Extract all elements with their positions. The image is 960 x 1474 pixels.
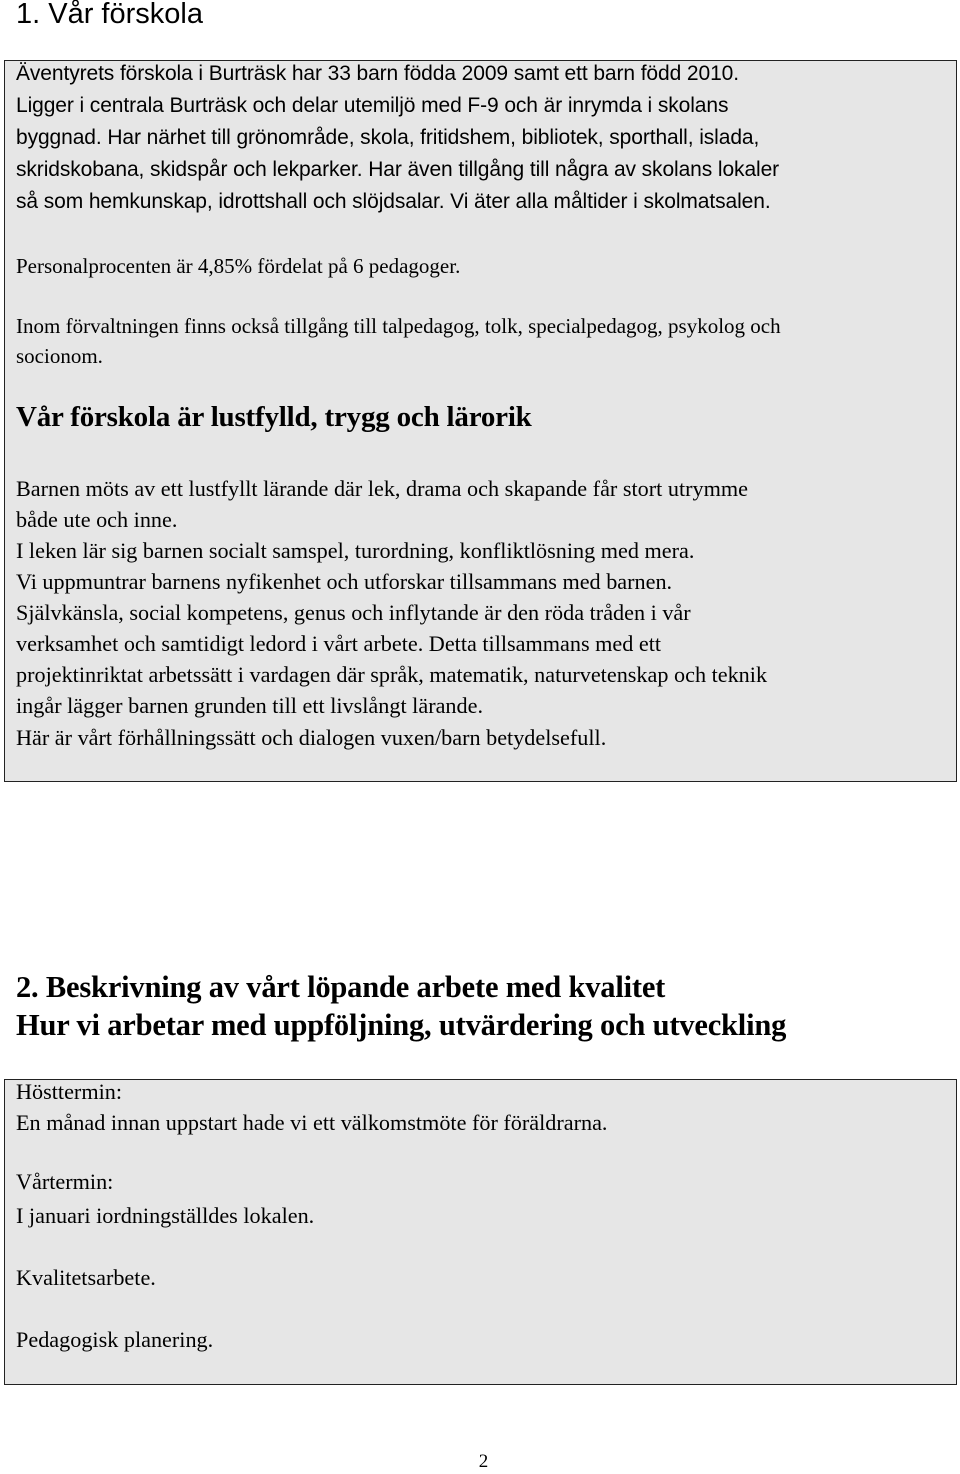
autumn-term-label: Hösttermin:: [16, 1079, 122, 1104]
intro-line: skridskobana, skidspår och lekparker. Har även tillgång till några av skolans lokaler: [16, 158, 780, 181]
intro-line: Ligger i centrala Burträsk och delar utemiljö med F-9 och är inrymda i skolans: [16, 94, 729, 117]
body-line: verksamhet och samtidigt ledord i vårt arbete. Detta tillsammans med ett: [16, 631, 662, 656]
access-line: Inom förvaltningen finns också tillgång till talpedagog, tolk, specialpedagog, psykolog och: [16, 314, 781, 338]
spring-term-text: I januari iordningställdes lokalen.: [16, 1203, 315, 1228]
spring-term-label: Vårtermin:: [16, 1169, 114, 1194]
section-2-title: 2. Beskrivning av vårt löpande arbete med kvalitet: [16, 970, 666, 1004]
body-line: Här är vårt förhållningssätt och dialogen vuxen/barn betydelsefull.: [16, 725, 607, 750]
section-2-subtitle: Hur vi arbetar med uppföljning, utvärdering och utveckling: [16, 1008, 787, 1042]
access-line: socionom.: [16, 344, 103, 368]
quality-work: Kvalitetsarbete.: [16, 1265, 156, 1290]
body-line: projektinriktat arbetssätt i vardagen där språk, matematik, naturvetenskap och teknik: [16, 662, 768, 687]
body-line: ingår lägger barnen grunden till ett livslångt lärande.: [16, 693, 484, 718]
staff-percentage: Personalprocenten är 4,85% fördelat på 6 pedagoger.: [16, 254, 461, 278]
section-1-title: 1. Vår förskola: [16, 0, 203, 30]
body-line: både ute och inne.: [16, 507, 178, 532]
pedagogical-planning: Pedagogisk planering.: [16, 1327, 214, 1352]
body-line: Vi uppmuntrar barnens nyfikenhet och utforskar tillsammans med barnen.: [16, 569, 673, 594]
body-line: I leken lär sig barnen socialt samspel, turordning, konfliktlösning med mera.: [16, 538, 695, 563]
intro-line: byggnad. Har närhet till grönområde, skola, fritidshem, bibliotek, sporthall, islada,: [16, 126, 760, 149]
intro-line: så som hemkunskap, idrottshall och slöjdsalar. Vi äter alla måltider i skolmatsalen.: [16, 190, 771, 213]
motto-heading: Vår förskola är lustfylld, trygg och lärorik: [16, 401, 532, 433]
autumn-term-text: En månad innan uppstart hade vi ett välkomstmöte för föräldrarna.: [16, 1110, 608, 1135]
page-number: 2: [478, 1451, 489, 1472]
body-line: Självkänsla, social kompetens, genus och inflytande är den röda tråden i vår: [16, 600, 691, 625]
intro-line: Äventyrets förskola i Burträsk har 33 barn födda 2009 samt ett barn född 2010.: [16, 62, 739, 85]
body-line: Barnen möts av ett lustfyllt lärande där lek, drama och skapande får stort utrymme: [16, 476, 748, 501]
